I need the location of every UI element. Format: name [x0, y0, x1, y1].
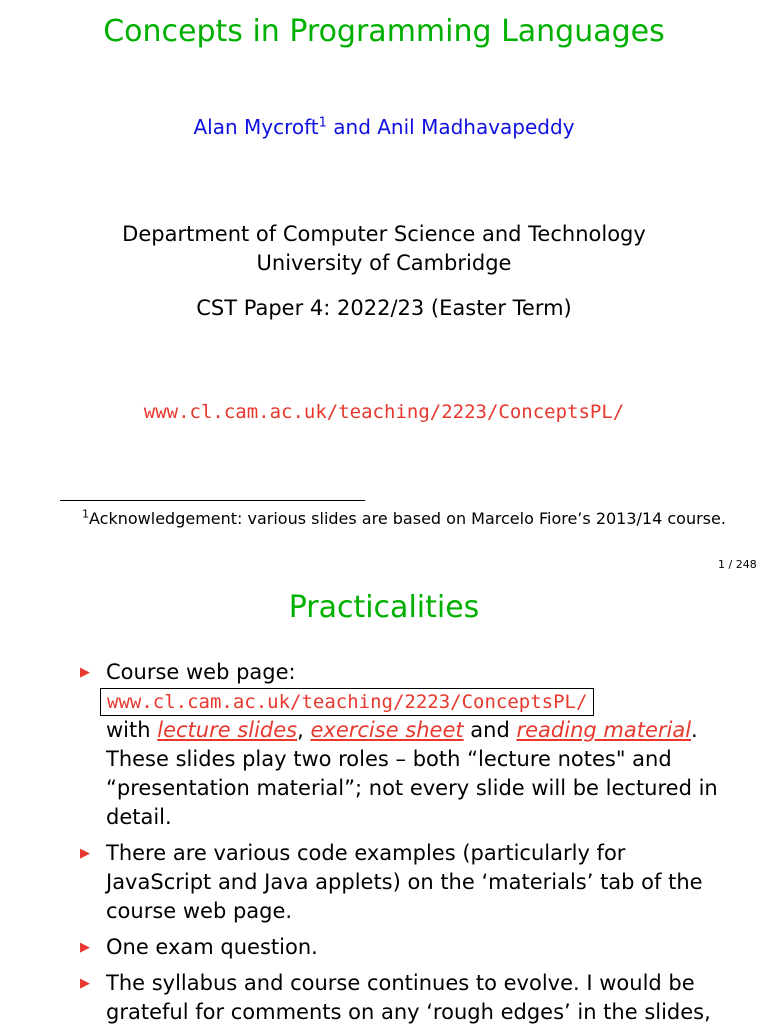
list-item [0, 839, 768, 926]
list-item [0, 933, 768, 962]
authors [0, 115, 768, 139]
footnote [60, 507, 740, 530]
department: Department of Computer Science and Technology [122, 222, 646, 246]
right-triangle-bullet-icon: ▶ [80, 976, 90, 991]
footnote-text: Acknowledgement: various slides are based on Marcelo Fiore’s 2013/14 course. [89, 509, 726, 528]
university: University of Cambridge [256, 251, 512, 275]
paper-info: CST Paper 4: 2022/23 (Easter Term) [196, 296, 572, 320]
footnote-mark: 1 [318, 115, 327, 131]
bullet-list [0, 658, 768, 1034]
slide-title: Practicalities [288, 590, 480, 625]
bullet-text: These slides play two roles – both “lecture notes" and “presentation material”; not every slide will be lectured in detail. [106, 747, 718, 829]
bullet-text: The syllabus and course continues to evolve. I would be grateful for comments on any ‘rough edges’ in the slides, [106, 971, 711, 1024]
bullet-text: There are various code examples (particularly for JavaScript and Java applets) on the ‘materials’ tab of the course web page. [106, 841, 703, 923]
authors-join: and Anil Madhavapeddy [333, 115, 575, 139]
author-1: Alan Mycroft [193, 115, 319, 139]
page-number: 1 / 248 [718, 558, 757, 571]
materials-line: with lecture slides, exercise sheet and reading material. [106, 718, 698, 742]
right-triangle-bullet-icon: ▶ [80, 665, 90, 680]
course-url-link[interactable]: www.cl.cam.ac.uk/teaching/2223/ConceptsPL/ [143, 401, 625, 423]
list-item [0, 969, 768, 1027]
right-triangle-bullet-icon: ▶ [80, 940, 90, 955]
affiliation [0, 220, 768, 278]
lecture-slides-link[interactable]: lecture slides [157, 718, 298, 742]
footnote-number: 1 [82, 507, 89, 521]
reading-material-link[interactable]: reading material [516, 718, 692, 742]
right-triangle-bullet-icon: ▶ [80, 846, 90, 861]
list-item [0, 658, 768, 832]
slide-title: Concepts in Programming Languages [103, 14, 665, 49]
footnote-rule [60, 500, 365, 501]
bullet-text: One exam question. [106, 935, 318, 959]
course-url-link[interactable]: www.cl.cam.ac.uk/teaching/2223/ConceptsPL/ [100, 688, 594, 716]
bullet-lead: Course web page: [106, 660, 296, 684]
exercise-sheet-link[interactable]: exercise sheet [310, 718, 464, 742]
